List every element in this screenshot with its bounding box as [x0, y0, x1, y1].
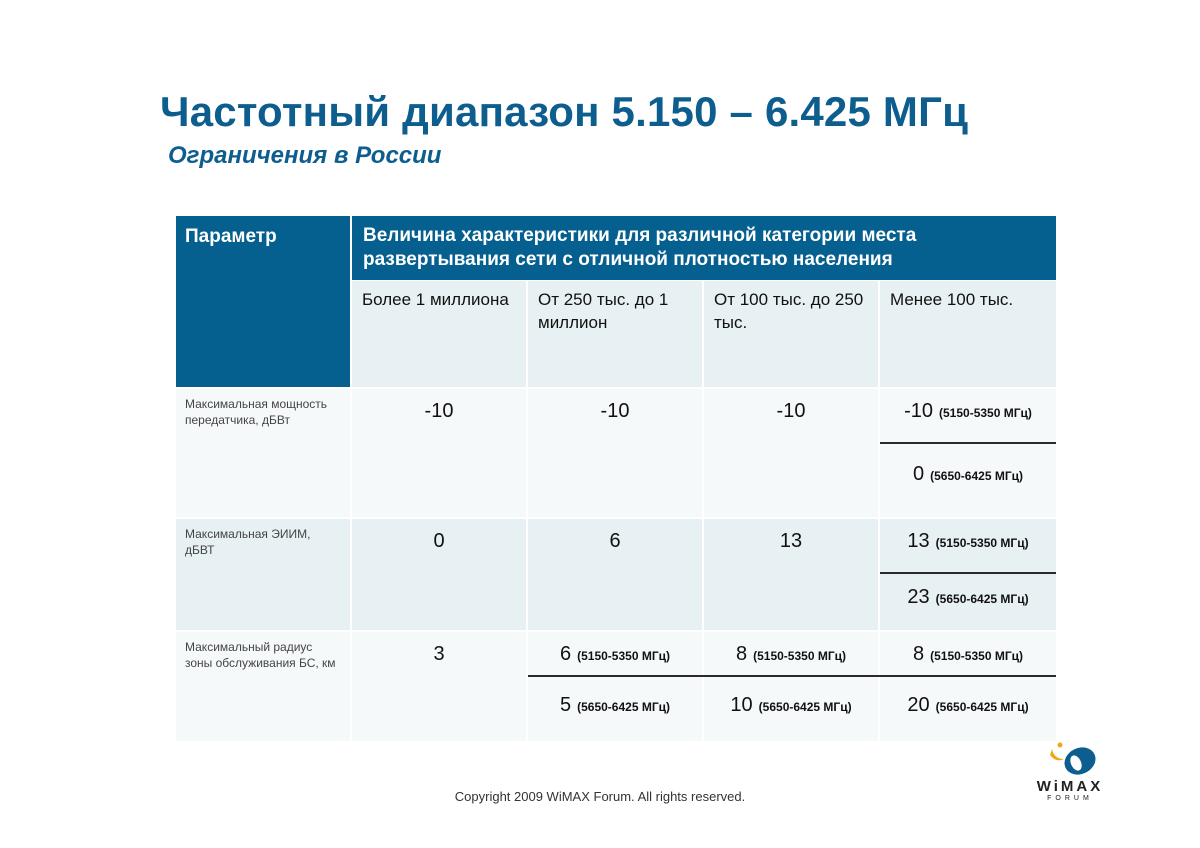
cell-value: -10 — [904, 400, 933, 422]
table-cell-split — [880, 632, 1056, 741]
cell-value: 0 — [912, 463, 925, 485]
cell-value: 23 — [907, 586, 930, 608]
cell-part-upper — [880, 399, 1056, 453]
logo-subtext: FORUM — [1047, 795, 1093, 802]
cell-note: (5150-5350 МГц) — [935, 536, 1029, 550]
cell-value: 8 — [912, 643, 925, 665]
cell-part-upper — [704, 642, 878, 685]
column-header-1: Более 1 миллиона — [352, 281, 526, 387]
table-cell: 13 — [704, 519, 878, 630]
cell-divider — [880, 442, 1056, 444]
cell-note: (5150-5350 МГц) — [753, 649, 846, 663]
table-cell: 6 — [528, 519, 702, 630]
header-param: Параметр — [176, 216, 350, 387]
page-title: Частотный диапазон 5.150 – 6.425 МГц — [160, 88, 969, 135]
cell-note: (5650-6425 МГц) — [935, 592, 1029, 606]
table-cell-split — [880, 519, 1056, 630]
cell-part-upper — [880, 529, 1056, 577]
cell-part-upper — [528, 642, 702, 685]
table-cell: -10 — [528, 389, 702, 517]
logo-wordmark: WiMAX — [1036, 778, 1104, 795]
copyright-text: Copyright 2009 WiMAX Forum. All rights reserved. — [454, 789, 746, 804]
cell-note: (5650-6425 МГц) — [930, 469, 1023, 483]
cell-part-lower — [880, 685, 1056, 719]
table-cell-split — [528, 632, 702, 741]
cell-part-lower — [704, 685, 878, 719]
cell-part-lower — [528, 685, 702, 719]
cell-note: (5150-5350 МГц) — [930, 649, 1023, 663]
column-header-4: Менее 100 тыс. — [880, 281, 1056, 387]
header-group: Величина характеристики для различной категории места развертывания сети с отличной плотностью населения — [352, 216, 1056, 280]
cell-value: 13 — [907, 530, 930, 552]
cell-value: 20 — [907, 694, 930, 716]
cell-value: 6 — [559, 643, 572, 665]
cell-note: (5650-6425 МГц) — [577, 700, 670, 714]
cell-part-upper — [880, 642, 1056, 685]
table-cell: 0 — [352, 519, 526, 630]
cell-divider — [528, 675, 1056, 677]
cell-part-lower — [880, 577, 1056, 611]
row-label-power: Максимальная мощность передатчика, дБВт — [176, 389, 350, 517]
table-cell: -10 — [352, 389, 526, 517]
column-header-2: От 250 тыс. до 1 миллион — [528, 281, 702, 387]
cell-divider — [880, 572, 1056, 574]
cell-value: 10 — [730, 694, 753, 716]
cell-value: 8 — [735, 643, 748, 665]
row-label-radius: Максимальный радиус зоны обслуживания БС, км — [176, 632, 350, 741]
cell-note: (5650-6425 МГц) — [758, 700, 852, 714]
table-cell-split — [704, 632, 878, 741]
page-subtitle: Ограничения в России — [168, 142, 442, 169]
column-header-3: От 100 тыс. до 250 тыс. — [704, 281, 878, 387]
table-cell: -10 — [704, 389, 878, 517]
row-label-eirp: Максимальная ЭИИМ, дБВТ — [176, 519, 350, 630]
cell-note: (5650-6425 МГц) — [935, 700, 1029, 714]
cell-note: (5150-5350 МГц) — [577, 649, 670, 663]
cell-note: (5150-5350 МГц) — [939, 406, 1032, 420]
cell-part-lower — [880, 453, 1056, 488]
cell-value: 5 — [559, 694, 572, 716]
table-cell: 3 — [352, 632, 526, 741]
table-cell-split — [880, 389, 1056, 517]
